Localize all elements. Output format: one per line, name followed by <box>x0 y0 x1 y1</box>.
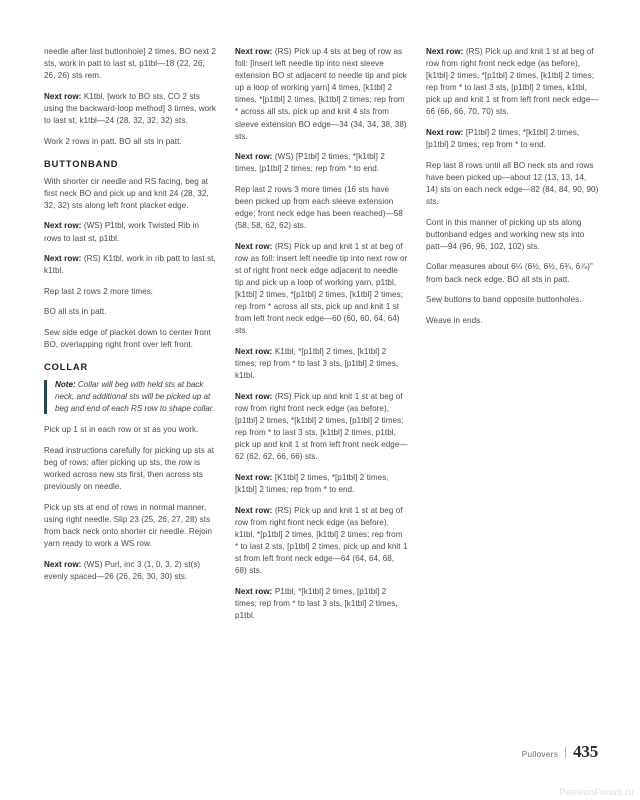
page-number: 435 <box>573 742 598 761</box>
page-footer <box>522 742 598 762</box>
paragraph-next-row: Next row: (RS) Pick up and knit 1 st at beg of row from right front neck edge (as before), [p1tbl] 2 times, *[k1tbl] 2 times, [p1tbl] 2 times; rep from * to last 3 sts, [k1tbl] 2 times, p1tbl, pick up and knit 1 st from left front neck edge—62 (62, 62, 66, 66) sts. <box>235 391 408 462</box>
next-row-label: Next row: <box>44 254 82 264</box>
paragraph-next-row: Next row: [P1tbl] 2 times, *[k1tbl] 2 times, [p1tbl] 2 times; rep from * to end. <box>426 128 580 150</box>
note-callout <box>44 379 217 415</box>
paragraph: Sew side edge of placket down to center front BO, overlapping right front over left front. <box>44 328 211 350</box>
paragraph: BO all sts in patt. <box>44 307 107 317</box>
next-row-label: Next row: <box>235 505 273 515</box>
next-row-label: Next row: <box>235 347 273 357</box>
next-row-label: Next row: <box>235 391 273 401</box>
paragraph-next-row: Next row: K1tbl, [work to BO sts, CO 2 sts using the backward-loop method] 3 times, work to last st, k1tbl—24 (28, 32, 32, 32) sts. <box>44 91 217 125</box>
paragraph-next-row: Next row: (WS) Purl, inc 3 (1, 0, 3, 2) st(s) evenly spaced—26 (26, 26, 30, 30) sts. <box>44 559 201 581</box>
paragraph: Collar measures about 6¼ (6½, 6½, 6¾, 6⅞)" from back neck edge. BO all sts in patt. <box>426 262 593 284</box>
paragraph-next-row: Next row: (RS) Pick up 4 sts at beg of row as foll: [insert left needle tip into next sleeve extension BO st adjacent to needle tip and pick up a loop of working yarn] 4 times, [k1tbl] 2 times, *[p1tbl] 2 times, [k1tbl] 2 times; rep from * across all sts, pick up and knit 4 sts from sleeve extension BO edge—34 (34, 34, 38, 38) sts. <box>235 47 407 141</box>
section-heading-collar: COLLAR <box>44 362 89 373</box>
note-accent-bar <box>44 380 47 414</box>
section-heading-buttonband: BUTTONBAND <box>44 158 119 169</box>
paragraph-next-row: Next row: (RS) Pick up and knit 1 st at beg of row from right front neck edge (as before), k1tbl, *[p1tbl] 2 times, [k1tbl] 2 times; rep from * to last 2 sts, [p1tbl] 2 times, pick up and knit 1 st from left front neck edge—64 (64, 64, 68, 68) sts. <box>235 505 408 576</box>
paragraph: Rep last 2 rows 2 more times. <box>44 286 154 296</box>
paragraph: Rep last 2 rows 3 more times (16 sts have been picked up from each sleeve extension edge; front neck edge has been reached)—58 (58, 58, 62, 62) sts. <box>235 184 403 231</box>
text-columns-container <box>44 46 600 726</box>
next-row-label: Next row: <box>235 241 273 251</box>
paragraph: Sew buttons to band opposite buttonholes. <box>426 295 582 305</box>
note-text: Note: Collar will beg with held sts at back neck, and additional sts will be picked up at beg and end of each RS row to shape collar. <box>55 380 215 414</box>
next-row-label: Next row: <box>44 91 82 101</box>
next-row-label: Next row: <box>235 47 273 56</box>
next-row-label: Next row: <box>235 152 273 162</box>
text-column-1 <box>44 46 217 583</box>
paragraph: Rep last 8 rows until all BO neck sts and rows have been picked up—about 12 (13, 13, 14, 14) sts on each neck edge—82 (84, 84, 90, 90) sts. <box>426 160 599 207</box>
paragraph-next-row: Next row: [K1tbl] 2 times, *[p1tbl] 2 times, [k1tbl] 2 times; rep from * to end. <box>235 472 389 494</box>
paragraph-next-row: Next row: (RS) Pick up and knit 1 st at beg of row as foll: insert left needle tip into next row or st of right front neck edge adjacent to needle tip and pick up a loop of working yarn, p1tbl, [k1tbl] 2 times, *[p1tbl] 2 times, [k1tbl] 2 times; rep from * across all sts, pick up and knit 1 st from left front neck edge—60 (60, 60, 64, 64) sts. <box>235 241 408 336</box>
paragraph: Cont in this manner of picking up sts along buttonband edges and working new sts into patt—94 (96, 96, 102, 102) sts. <box>426 217 585 251</box>
text-column-3 <box>426 46 599 327</box>
paragraph: Read instructions carefully for picking up sts at beg of rows; after picking up sts, the row is worked across new sts first, then across sts previously on needle. <box>44 446 215 492</box>
next-row-label: Next row: <box>235 472 273 482</box>
note-kicker: Note: <box>55 380 76 390</box>
text-column-2 <box>235 46 408 622</box>
paragraph: Pick up sts at end of rows in normal manner, using right needle. Slip 23 (25, 26, 27, 28) sts from back neck onto shorter cir needle. Rejoin yarn ready to work a WS row. <box>44 502 213 549</box>
next-row-label: Next row: <box>44 559 82 569</box>
footer-chapter-label: Pullovers <box>521 750 559 759</box>
watermark: PassionForum.ru <box>559 787 634 797</box>
footer-divider <box>565 747 566 758</box>
next-row-label: Next row: <box>426 128 464 138</box>
paragraph-next-row: Next row: (RS) Pick up and knit 1 st at beg of row from right front neck edge (as before), [k1tbl] 2 times, *[p1tbl] 2 times, [k1tbl] 2 times; rep from * to last 3 sts, [p1tbl] 2 times, k1tbl, pick up and knit 1 st from left front neck edge—66 (66, 66, 70, 70) sts. <box>426 47 599 117</box>
paragraph: Weave in ends. <box>426 315 483 325</box>
next-row-label: Next row: <box>44 221 82 231</box>
paragraph: Work 2 rows in patt. BO all sts in patt. <box>44 136 182 146</box>
paragraph-next-row: Next row: (RS) K1tbl, work in rib patt to last st, k1tbl. <box>44 254 216 276</box>
paragraph-next-row: Next row: P1tbl, *[k1tbl] 2 times, [p1tbl] 2 times; rep from * to last 3 sts, [k1tbl] 2 times, p1tbl. <box>235 586 398 620</box>
paragraph-next-row: Next row: K1tbl, *[p1tbl] 2 times, [k1tbl] 2 times; rep from * to last 3 sts, [p1tbl] 2 times, k1tbl. <box>235 347 399 381</box>
paragraph-next-row: Next row: (WS) P1tbl, work Twisted Rib in rows to last st, p1tbl. <box>44 221 200 243</box>
paragraph: needle after last buttonhole] 2 times, BO next 2 sts, work in patt to last st, p1tbl—18 (22, 26, 26, 26) sts rem. <box>44 47 216 81</box>
paragraph: Pick up 1 st in each row or st as you work. <box>44 425 199 435</box>
next-row-label: Next row: <box>235 586 273 596</box>
next-row-label: Next row: <box>426 47 464 56</box>
paragraph-next-row: Next row: (WS) [P1tbl] 2 times, *[k1tbl] 2 times, [p1tbl] 2 times; rep from * to end. <box>235 152 385 174</box>
paragraph: With shorter cir needle and RS facing, beg at first neck BO and pick up and knit 24 (28, 32, 32, 32) sts along left front placket edge. <box>44 176 209 210</box>
